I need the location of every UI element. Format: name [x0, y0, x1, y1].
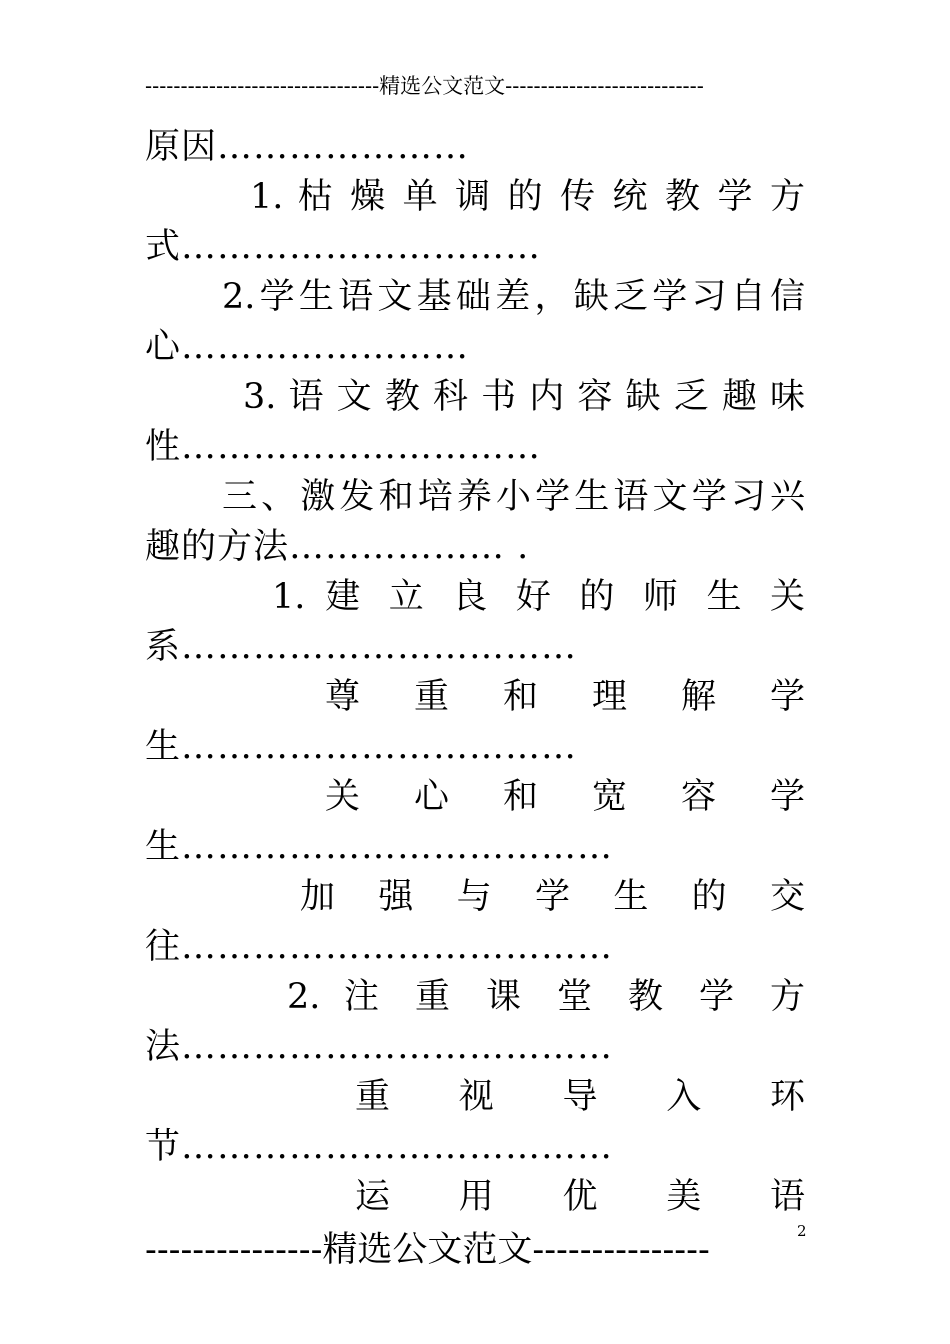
body-line-5: 心……………………: [145, 327, 470, 367]
page-footer: ---------------精选公文范文---------------: [145, 1230, 710, 1270]
body-line-21: 节………………………………: [145, 1127, 614, 1167]
body-line-12: 尊 重 和 理 解 学: [325, 677, 805, 717]
page-number: 2: [797, 1222, 807, 1240]
body-line-8: 三、激发和培养小学生语文学习兴: [222, 477, 805, 517]
body-line-18: 2. 注 重 课 堂 教 学 方: [287, 977, 805, 1017]
body-line-17: 往………………………………: [145, 927, 614, 967]
body-line-19: 法………………………………: [145, 1027, 614, 1067]
body-line-6: 3. 语 文 教 科 书 内 容 缺 乏 趣 味: [243, 377, 805, 417]
body-line-4: 2.学生语文基础差，缺乏学习自信: [222, 277, 805, 317]
body-line-22: 运 用 优 美 语: [355, 1177, 805, 1217]
body-line-2: 1. 枯 燥 单 调 的 传 统 教 学 方: [250, 177, 805, 217]
page-header: ---------------------------------精选公文范文----------------------------: [145, 74, 704, 98]
body-line-9: 趣的方法……………… .: [145, 527, 530, 567]
body-line-1: 原因…………………: [145, 127, 470, 167]
body-line-15: 生………………………………: [145, 827, 614, 867]
body-line-7: 性…………………………: [145, 427, 542, 467]
body-line-10: 1. 建 立 良 好 的 师 生 关: [272, 577, 805, 617]
body-line-11: 系……………………………: [145, 627, 578, 667]
body-line-3: 式…………………………: [145, 227, 542, 267]
body-line-20: 重 视 导 入 环: [355, 1077, 805, 1117]
body-line-14: 关 心 和 宽 容 学: [325, 777, 805, 817]
body-line-16: 加 强 与 学 生 的 交: [300, 877, 805, 917]
body-line-13: 生……………………………: [145, 727, 578, 767]
